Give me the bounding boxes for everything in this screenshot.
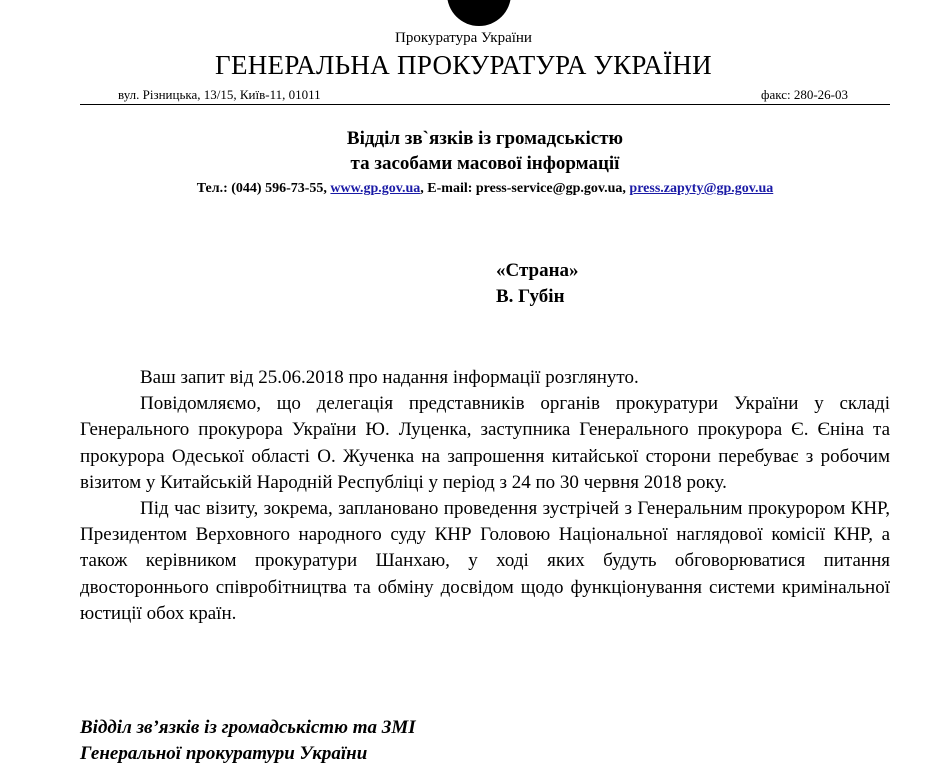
fax-number: факс: 280-26-03 [761, 87, 848, 102]
email-link[interactable]: press.zapyty@gp.gov.ua [629, 181, 774, 196]
signature-line-2: Генеральної прокуратури України [80, 743, 368, 764]
contact-line [0, 181, 927, 197]
body-paragraph-3: Під час візиту, зокрема, заплановано проведення зустрічей з Генеральним прокурором КНР, Президентом Верховного народного суду КНР Головою Національної наглядової комісії КНР, а також керівником прокуратури Шанхаю, у ході яких будуть обговорюватися питання двостороннього співробітництва та обміну досвідом щодо функціонування системи кримінальної юстиції обох країн. [80, 498, 890, 624]
recipient-name: В. Губін [496, 286, 565, 307]
body-paragraph-2: Повідомляємо, що делегація представників органів прокуратури України у складі Генерального прокурора України Ю. Луценка, заступника Генерального прокурора Є. Єніна та прокурора Одеської області О. Жученка на запрошення китайської сторони перебуває з робочим візитом у Китайській Народній Республіці у період з 24 по 30 червня 2018 року. [80, 393, 890, 493]
email-text: , E-mail: press-service@gp.gov.ua, [420, 181, 630, 196]
office-address: вул. Різницька, 13/15, Київ-11, 01011 [118, 87, 321, 102]
letterhead-subtitle: Прокуратура України [395, 30, 532, 46]
coat-of-arms-emblem [447, 0, 511, 26]
website-link[interactable]: www.gp.gov.ua [330, 181, 421, 196]
signature-line-1: Відділ зв’язків із громадськістю та ЗМІ [80, 717, 416, 738]
department-heading [0, 126, 927, 176]
letter-body [80, 365, 890, 627]
letterhead-title: ГЕНЕРАЛЬНА ПРОКУРАТУРА УКРАЇНИ [215, 50, 712, 80]
body-paragraph-1: Ваш запит від 25.06.2018 про надання інформації розглянуто. [140, 367, 639, 388]
recipient-block [496, 258, 579, 310]
letterhead-address-row [80, 86, 890, 105]
signature-block [80, 715, 416, 767]
department-line-1: Відділ зв`язків із громадськістю [346, 128, 624, 149]
phone-text: Тел.: (044) 596-73-55, [196, 181, 331, 196]
recipient-org: «Страна» [496, 260, 579, 281]
department-line-2: та засобами масової інформації [350, 153, 620, 174]
